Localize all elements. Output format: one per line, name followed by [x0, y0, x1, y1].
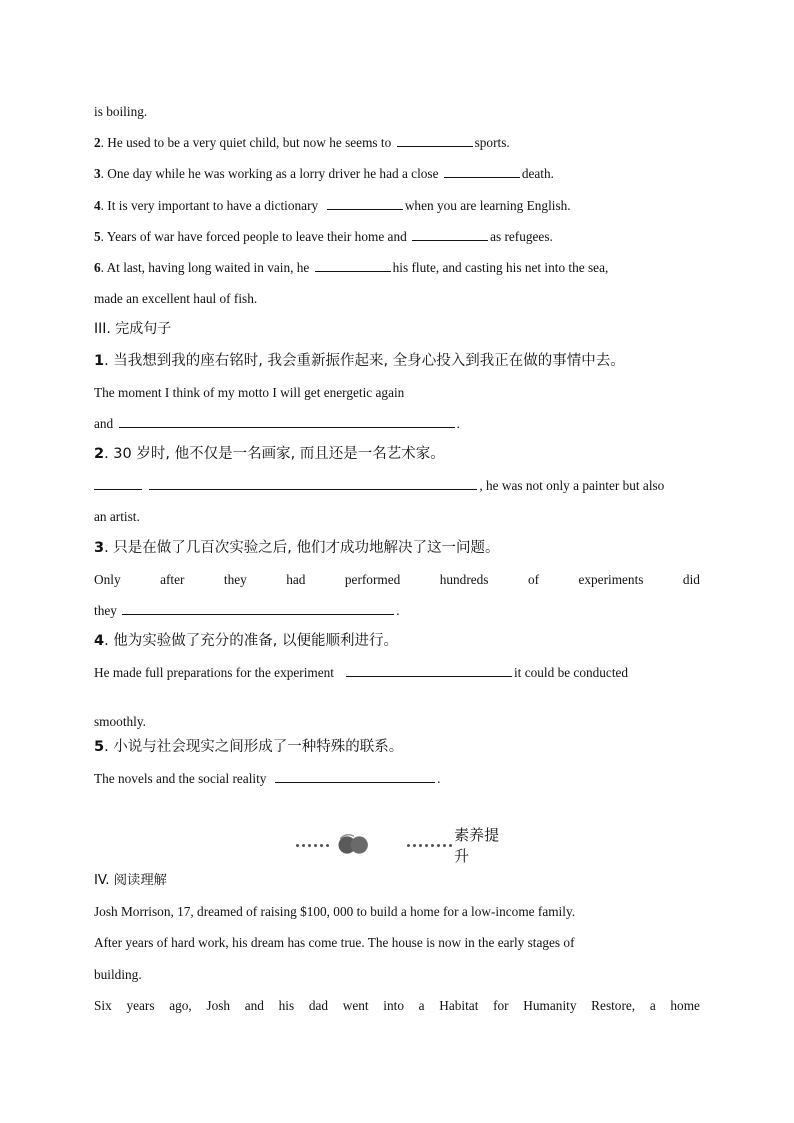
reading-line-4 [94, 990, 700, 1021]
answer-blank[interactable] [122, 604, 394, 615]
sentence-text: He made full preparations for the experiment [94, 665, 334, 681]
word: had [286, 571, 306, 587]
word: performed [344, 571, 401, 587]
question-chinese: . 当我想到我的座右铭时, 我会重新振作起来, 全身心投入到我正在做的事情中去。 [104, 352, 625, 369]
item1-tail-text: is boiling. [94, 104, 148, 119]
circles-icon [335, 832, 373, 858]
q5-chinese [94, 732, 700, 763]
word: went [342, 997, 369, 1013]
question-number: 5 [94, 738, 105, 755]
q1-english-line1: The moment I think of my motto I will get energetic again [94, 384, 405, 400]
word: of [527, 571, 540, 587]
word: Restore, [591, 997, 636, 1013]
word: into [383, 997, 404, 1013]
q2-chinese [94, 439, 700, 470]
item1-tail [94, 96, 700, 127]
answer-blank[interactable] [315, 261, 391, 272]
question-number: 1 [94, 352, 105, 369]
question-number: 2 [94, 446, 105, 463]
section-heading-iii: III. 完成句子 [94, 321, 172, 338]
word: ago, [169, 997, 192, 1013]
section-banner [296, 826, 506, 865]
answer-blank[interactable] [346, 666, 512, 677]
word: Six [94, 997, 112, 1013]
answer-blank[interactable] [94, 479, 142, 490]
answer-blank[interactable] [444, 167, 520, 178]
word: years [126, 997, 155, 1013]
q4-english-line1 [94, 657, 700, 688]
q1-chinese [94, 346, 700, 377]
answer-blank[interactable] [327, 199, 403, 210]
item-6-cont [94, 283, 700, 314]
item-6 [94, 252, 700, 283]
item-text: . Years of war have forced people to leave their home and [100, 228, 407, 244]
word: and [244, 997, 264, 1013]
word: his [278, 997, 295, 1013]
word: they [223, 571, 247, 587]
question-number: 4 [94, 633, 105, 650]
answer-blank[interactable] [119, 417, 455, 428]
q2-english-line2: an artist. [94, 509, 140, 525]
sentence-text: and [94, 415, 114, 431]
answer-blank[interactable] [412, 230, 488, 241]
answer-blank[interactable] [275, 772, 435, 783]
sentence-text: . [437, 770, 441, 786]
sentence-text: The novels and the social reality [94, 770, 267, 786]
question-chinese: . 小说与社会现实之间形成了一种特殊的联系。 [104, 738, 404, 755]
item-text: his flute, and casting his net into the sea, [392, 259, 609, 275]
question-chinese: . 只是在做了几百次实验之后, 他们才成功地解决了这一问题。 [104, 539, 500, 556]
q3-chinese [94, 533, 700, 564]
item-text: death. [521, 166, 554, 182]
sentence-text: . [396, 603, 400, 618]
q4-english-line2 [94, 689, 700, 732]
word: a [418, 997, 425, 1013]
q3-english-line2 [94, 595, 700, 626]
worksheet-page [94, 96, 700, 794]
word: a [649, 997, 656, 1013]
item-text: . It is very important to have a dictionary [100, 197, 319, 213]
item-text: sports. [474, 135, 510, 151]
sentence-text: , he was not only a painter but also [479, 478, 665, 494]
item-5 [94, 221, 700, 252]
item-text: as refugees. [490, 228, 553, 244]
item-text: made an excellent haul of fish. [94, 291, 258, 307]
item-text: . He used to be a very quiet child, but now he seems to [100, 135, 392, 151]
word: dad [308, 997, 329, 1013]
item-4 [94, 190, 700, 221]
item-number: 4 [94, 197, 101, 213]
sentence-text: it could be conducted [513, 665, 629, 681]
sentence-text: they [94, 603, 117, 618]
q2-english-line1 [94, 470, 700, 501]
item-number: 6 [94, 259, 101, 275]
item-number: 2 [94, 135, 101, 151]
word: Josh [206, 997, 231, 1013]
word: Habitat [439, 997, 479, 1013]
item-text: . One day while he was working as a lorry driver he had a close [100, 166, 439, 182]
question-chinese: . 30 岁时, 他不仅是一名画家, 而且还是一名艺术家。 [104, 446, 445, 463]
answer-blank[interactable] [397, 136, 473, 147]
q4-chinese [94, 626, 700, 657]
reading-line-2: After years of hard work, his dream has come true. The house is now in the early stages of [94, 935, 575, 951]
item-text: . At last, having long waited in vain, he [100, 259, 310, 275]
q1-english-line2 [94, 408, 700, 439]
word: for [493, 997, 509, 1013]
word: experiments [578, 571, 644, 587]
item-3 [94, 158, 700, 189]
item-2 [94, 127, 700, 158]
sentence-text: smoothly. [94, 713, 146, 729]
reading-line-1: Josh Morrison, 17, dreamed of raising $100, 000 to build a home for a low-income family. [94, 904, 576, 920]
sentence-text: . [456, 415, 460, 431]
word: hundreds [439, 571, 489, 587]
reading-line-3: building. [94, 966, 142, 982]
q3-english-line1 [94, 564, 700, 595]
answer-blank[interactable] [149, 479, 477, 490]
q5-english-line1 [94, 763, 700, 794]
word: home [670, 997, 700, 1013]
item-number: 3 [94, 166, 101, 182]
word: Humanity [523, 997, 577, 1013]
item-text: when you are learning English. [404, 197, 571, 213]
word: after [160, 571, 185, 587]
section-heading-iv: IV. 阅读理解 [94, 873, 167, 888]
question-chinese: . 他为实验做了充分的准备, 以便能顺利进行。 [104, 633, 399, 650]
dots-decoration [296, 844, 329, 847]
item-number: 5 [94, 228, 101, 244]
word: did [682, 571, 700, 587]
question-number: 3 [94, 539, 105, 556]
word: Only [94, 571, 121, 587]
banner-title: 素养提升 [454, 826, 500, 865]
reading-section [94, 865, 700, 1021]
dots-decoration [407, 844, 452, 847]
